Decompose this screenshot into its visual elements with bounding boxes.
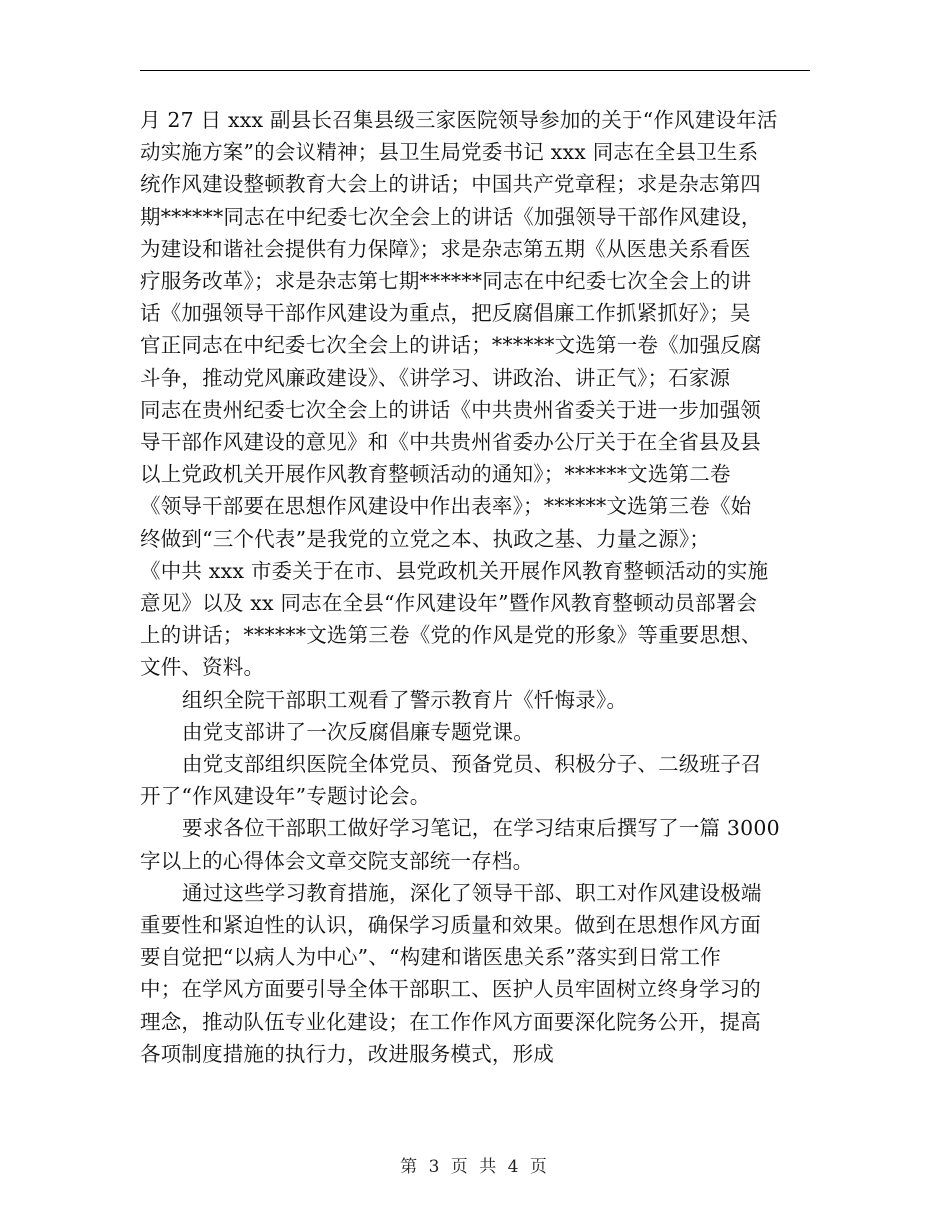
document-body: [140, 104, 810, 1070]
text-line: 开了“作风建设年”专题讨论会。: [140, 784, 431, 809]
text-line: 统作风建设整顿教育大会上的讲话；中国共产党章程；求是杂志第四: [140, 172, 761, 197]
text-line: 组织全院干部职工观看了警示教育片《忏悔录》。: [182, 687, 628, 712]
text-line: 话《加强领导干部作风建设为重点，把反腐倡廉工作抓紧抓好》；吴: [140, 301, 751, 326]
text-line: 斗争，推动党风廉政建设》、《讲学习、讲政治、讲正气》；石家源: [140, 365, 731, 390]
text-line: 疗服务改革》；求是杂志第七期******同志在中纪委七次全会上的讲: [140, 269, 752, 294]
text-line: 《领导干部要在思想作风建设中作出表率》；******文选第三卷《始: [140, 494, 752, 519]
text-line: 期******同志在中纪委七次全会上的讲话《加强领导干部作风建设，: [140, 204, 762, 229]
text-line: 上的讲话；******文选第三卷《党的作风是党的形象》等重要思想、: [140, 623, 762, 648]
paragraph: [140, 748, 810, 812]
text-line: 《中共 xxx 市委关于在市、县党政机关开展作风教育整顿活动的实施: [140, 558, 769, 583]
text-line: 同志在贵州纪委七次全会上的讲话《中共贵州省委关于进一步加强领: [140, 397, 761, 422]
text-line: 导干部作风建设的意见》和《中共贵州省委办公厅关于在全省县及县: [140, 430, 761, 455]
page-footer: 第 3 页 共 4 页: [400, 1157, 550, 1177]
text-line: 要求各位干部职工做好学习笔记，在学习结束后撰写了一篇 3000: [182, 816, 780, 841]
text-line: 由党支部组织医院全体党员、预备党员、积极分子、二级班子召: [182, 752, 762, 777]
text-line: 月 27 日 xxx 副县长召集县级三家医院领导参加的关于“作风建设年活: [140, 108, 778, 132]
text-line: 各项制度措施的执行力，改进服务模式，形成: [140, 1041, 554, 1066]
text-line: 动实施方案”的会议精神；县卫生局党委书记 xxx 同志在全县卫生系: [140, 140, 759, 165]
paragraph: [140, 812, 810, 876]
paragraph: [140, 104, 810, 684]
text-line: 终做到“三个代表”是我党的立党之本、执政之基、力量之源》；: [140, 526, 711, 551]
text-line: 为建设和谐社会提供有力保障》；求是杂志第五期《从医患关系看医: [140, 236, 751, 261]
text-line: 由党支部讲了一次反腐倡廉专题党课。: [182, 719, 534, 744]
text-line: 官正同志在中纪委七次全会上的讲话；******文选第一卷《加强反腐: [140, 333, 762, 358]
header-rule: [140, 70, 810, 71]
paragraph: [140, 877, 810, 1070]
text-line: 理念，推动队伍专业化建设；在工作作风方面要深化院务公开，提高: [140, 1009, 761, 1034]
text-line: 要自觉把“以病人为中心”、“构建和谐医患关系”落实到日常工作: [140, 945, 721, 970]
text-line: 通过这些学习教育措施，深化了领导干部、职工对作风建设极端: [182, 880, 762, 905]
paragraph: [140, 684, 810, 716]
paragraph: [140, 716, 810, 748]
text-line: 重要性和紧迫性的认识，确保学习质量和效果。做到在思想作风方面: [140, 913, 761, 938]
text-line: 中；在学风方面要引导全体干部职工、医护人员牢固树立终身学习的: [140, 977, 761, 1002]
text-line: 字以上的心得体会文章交院支部统一存档。: [140, 848, 534, 873]
text-line: 文件、资料。: [140, 655, 265, 680]
text-line: 以上党政机关开展作风教育整顿活动的通知》；******文选第二卷: [140, 462, 731, 487]
text-line: 意见》以及 xx 同志在全县“作风建设年”暨作风教育整顿动员部署会: [140, 591, 758, 616]
